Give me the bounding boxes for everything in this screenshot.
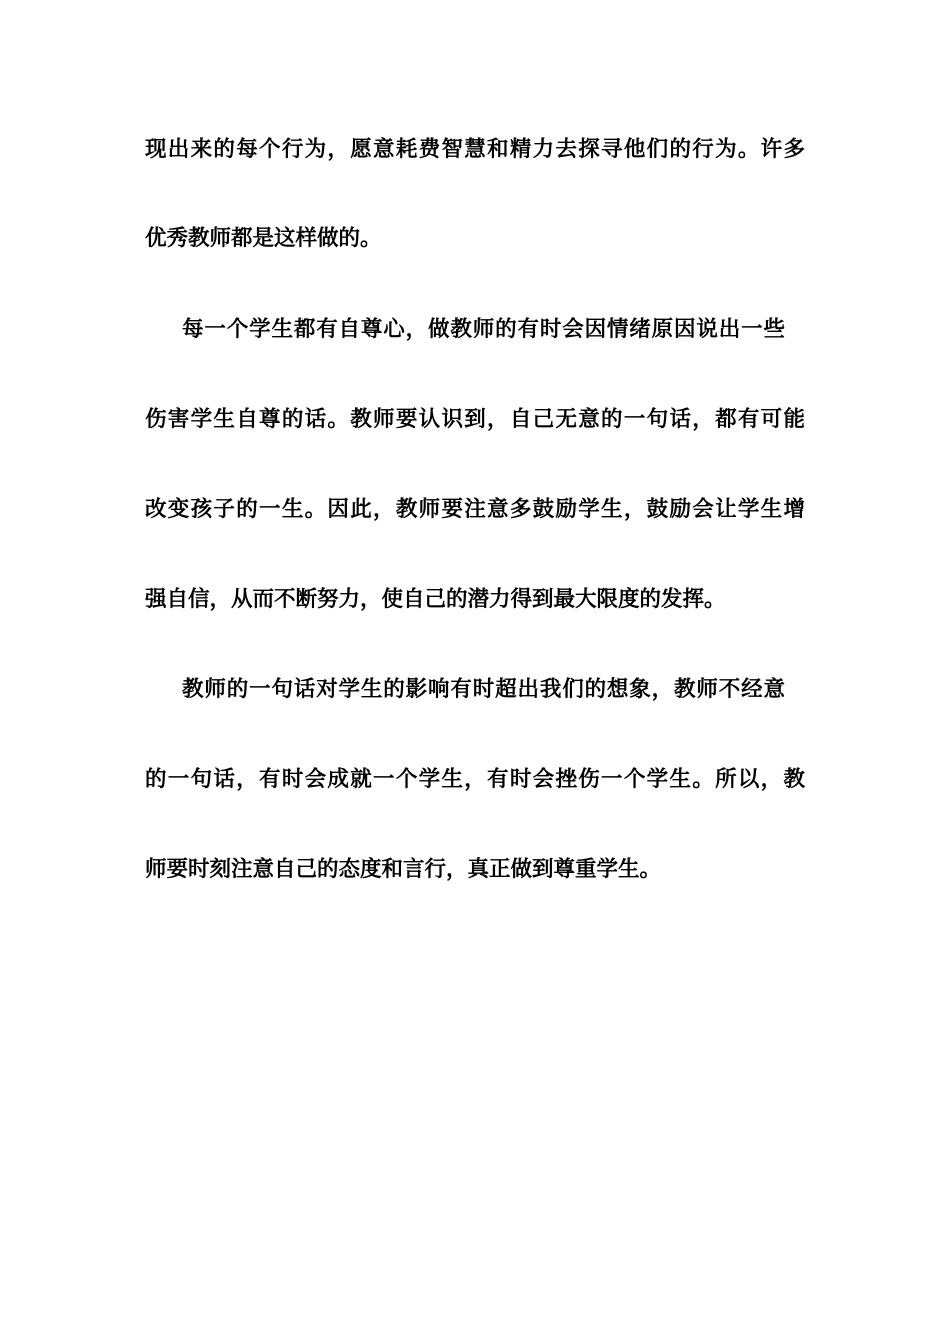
paragraph-line: 的一句话，有时会成就一个学生，有时会挫伤一个学生。所以，教 [145, 767, 805, 792]
paragraph-line: 伤害学生自尊的话。教师要认识到，自己无意的一句话，都有可能 [145, 407, 805, 432]
paragraph-line: 优秀教师都是这样做的。 [145, 226, 382, 251]
paragraph-line: 现出来的每个行为，愿意耗费智慧和精力去探寻他们的行为。许多 [145, 137, 805, 162]
paragraph-line: 师要时刻注意自己的态度和言行，真正做到尊重学生。 [145, 857, 662, 882]
paragraph-line: 教师的一句话对学生的影响有时超出我们的想象，教师不经意 [182, 677, 785, 702]
paragraph-line: 每一个学生都有自尊心，做教师的有时会因情绪原因说出一些 [182, 317, 785, 342]
paragraph-line: 改变孩子的一生。因此，教师要注意多鼓励学生，鼓励会让学生增 [145, 497, 805, 522]
paragraph-line: 强自信，从而不断努力，使自己的潜力得到最大限度的发挥。 [145, 587, 726, 612]
